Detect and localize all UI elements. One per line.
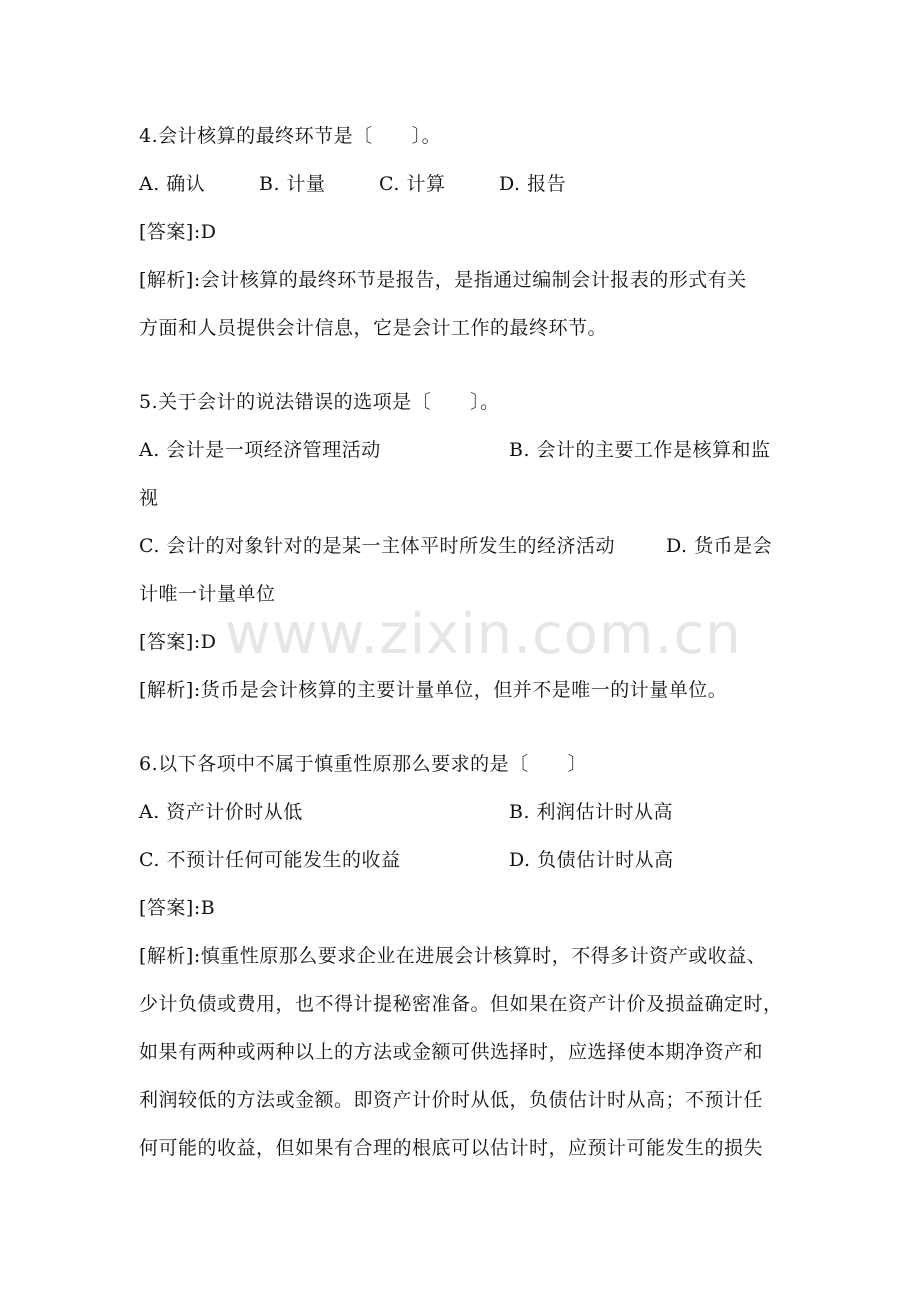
question-5-option-d-continued: 计唯一计量单位 <box>139 583 276 605</box>
question-5-option-c: C. 会计的对象针对的是某一主体平时所发生的经济活动 <box>139 535 615 557</box>
question-5-answer: [答案]:D <box>139 631 217 653</box>
question-6-option-a: A. 资产计价时从低 <box>139 801 303 823</box>
question-6-analysis-line-1: [解析]:慎重性原那么要求企业在进展会计核算时，不得多计资产或收益、 <box>139 945 767 967</box>
question-6-option-b: B. 利润估计时从高 <box>509 801 674 823</box>
question-4-option-c: C. 计算 <box>379 173 446 195</box>
question-5-analysis-line-1: [解析]:货币是会计核算的主要计量单位，但并不是唯一的计量单位。 <box>139 679 728 701</box>
question-4-option-d: D. 报告 <box>499 173 567 195</box>
question-4-analysis-line-2: 方面和人员提供会计信息，它是会计工作的最终环节。 <box>139 317 608 339</box>
question-6-analysis-line-2: 少计负债或费用，也不得计提秘密准备。但如果在资产计价及损益确定时， <box>139 993 783 1015</box>
question-6-option-c: C. 不预计任何可能发生的收益 <box>139 849 401 871</box>
question-5-stem: 5.关于会计的说法错误的选项是〔 〕。 <box>139 391 500 413</box>
question-6-analysis-line-4: 利润较低的方法或金额。即资产计价时从低，负债估计时从高；不预计任 <box>139 1089 764 1111</box>
question-5-option-d: D. 货币是会 <box>666 535 773 557</box>
question-4-stem: 4.会计核算的最终环节是〔 〕。 <box>139 125 442 147</box>
question-6-stem: 6.以下各项中不属于慎重性原那么要求的是〔 〕 <box>139 753 588 775</box>
question-4-option-b: B. 计量 <box>259 173 326 195</box>
question-5-option-b-continued: 视 <box>139 487 159 509</box>
question-6-option-d: D. 负债估计时从高 <box>509 849 674 871</box>
question-5-option-b: B. 会计的主要工作是核算和监 <box>509 439 771 461</box>
question-6-answer: [答案]:B <box>139 897 216 919</box>
question-5-option-a: A. 会计是一项经济管理活动 <box>139 439 381 461</box>
question-4-option-a: A. 确认 <box>139 173 206 195</box>
watermark: www.zixin.com.cn <box>225 602 742 667</box>
question-4-answer: [答案]:D <box>139 221 217 243</box>
question-6-analysis-line-5: 何可能的收益，但如果有合理的根底可以估计时，应预计可能发生的损失 <box>139 1137 764 1159</box>
question-6-analysis-line-3: 如果有两种或两种以上的方法或金额可供选择时，应选择使本期净资产和 <box>139 1041 764 1063</box>
question-4-analysis-line-1: [解析]:会计核算的最终环节是报告，是指通过编制会计报表的形式有关 <box>139 269 747 291</box>
